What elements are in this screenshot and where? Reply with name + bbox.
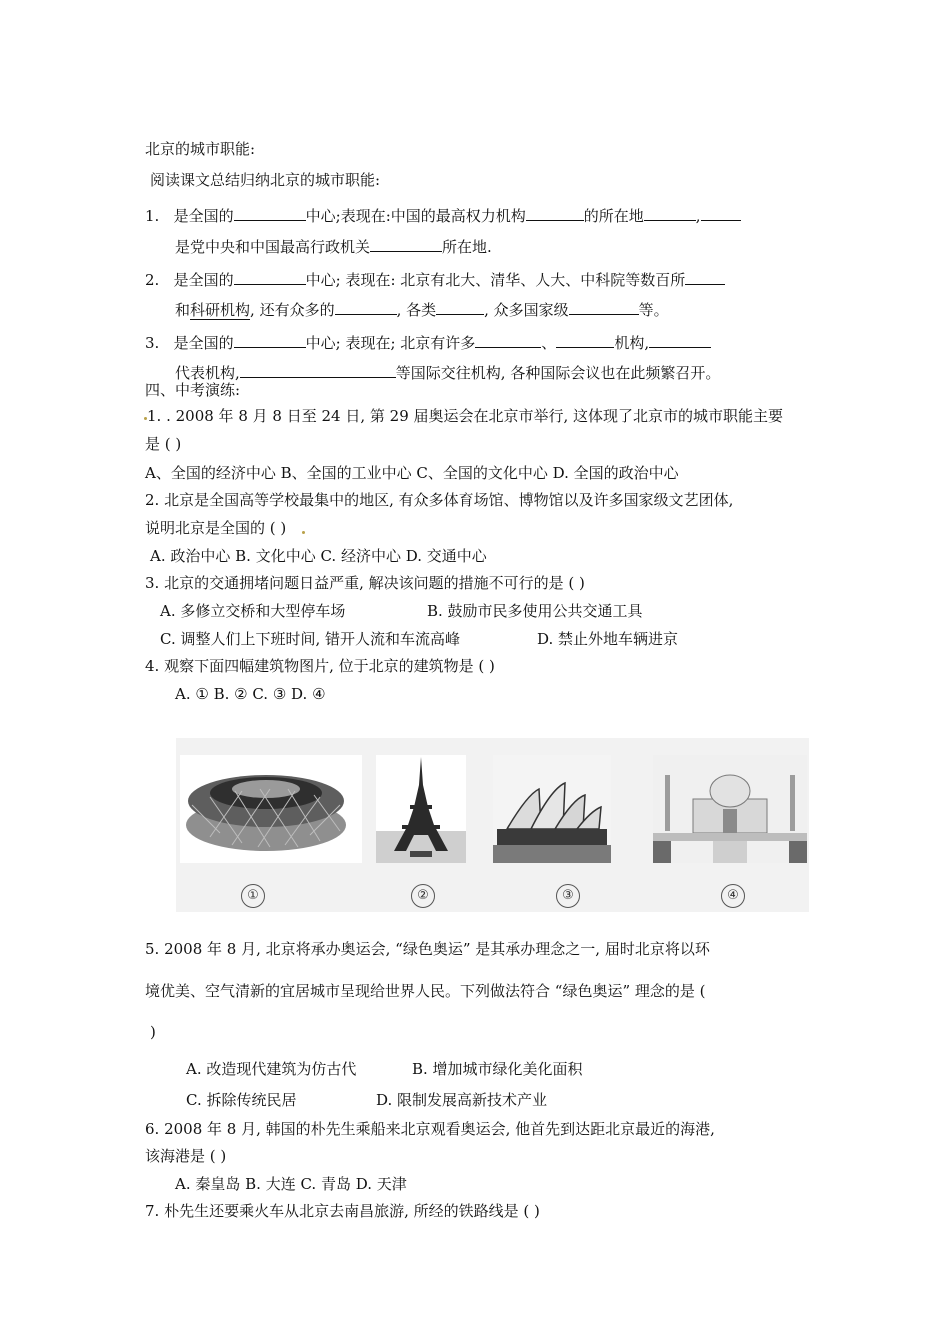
answer-blank[interactable] xyxy=(644,204,696,221)
question-1-stem: 1. . 2008 年 8 月 8 日至 24 日, 第 29 届奥运会在北京市举行, 这体现了北京市的城市职能主要 xyxy=(147,407,784,425)
question-1-options: A、全国的经济中心 B、全国的工业中心 C、全国的文化中心 D. 全国的政治中心 xyxy=(145,464,679,482)
item-text: 等。 xyxy=(638,301,669,319)
question-5-option-d: D. 限制发展高新技术产业 xyxy=(376,1091,548,1109)
question-3-option-b: B. 鼓励市民多使用公共交通工具 xyxy=(427,602,643,620)
question-3-option-d: D. 禁止外地车辆进京 xyxy=(537,630,679,648)
question-5-stem-cont: 境优美、空气清新的宜居城市呈现给世界人民。下列做法符合 “绿色奥运” 理念的是 ( xyxy=(145,982,706,1000)
item-3-line-1 xyxy=(145,331,711,353)
taj-mahal-image xyxy=(653,755,807,863)
item-text: 中心;表现在:中国的最高权力机构 xyxy=(305,207,526,225)
answer-blank[interactable] xyxy=(701,204,741,221)
question-5-option-b: B. 增加城市绿化美化面积 xyxy=(412,1060,583,1078)
item-text: , 各类 xyxy=(396,301,437,319)
answer-blank[interactable] xyxy=(436,298,484,315)
answer-blank[interactable] xyxy=(526,204,584,221)
item-text: , 还有众多的 xyxy=(250,301,335,319)
item-2-line-1 xyxy=(145,268,725,290)
heading: 北京的城市职能: xyxy=(145,140,256,158)
item-text: 是全国的 xyxy=(173,207,234,225)
item-text: 是全国的 xyxy=(173,271,234,289)
item-text: 、 xyxy=(541,334,557,352)
question-2-options: A. 政治中心 B. 文化中心 C. 经济中心 D. 交通中心 xyxy=(150,547,487,565)
answer-blank[interactable] xyxy=(649,331,711,348)
question-4-stem: 4. 观察下面四幅建筑物图片, 位于北京的建筑物是 ( ) xyxy=(145,657,495,675)
item-number: 2. xyxy=(145,271,160,289)
answer-blank[interactable] xyxy=(569,298,639,315)
question-5-stem: 5. 2008 年 8 月, 北京将承办奥运会, “绿色奥运” 是其承办理念之一, 届时北京将以环 xyxy=(145,940,710,958)
answer-blank[interactable] xyxy=(335,298,397,315)
question-3-stem: 3. 北京的交通拥堵问题日益严重, 解决该问题的措施不可行的是 ( ) xyxy=(145,574,585,592)
item-1-line-1: 1. 是全国的 中心;表现在:中国的最高权力机构 的所在地 , xyxy=(145,204,741,226)
item-1-line-2 xyxy=(175,235,492,257)
figure-label-1: ① xyxy=(241,884,265,908)
item-number: 3. xyxy=(145,334,160,352)
underlined-term: 科研机构 xyxy=(190,301,251,319)
buildings-figure xyxy=(176,738,809,912)
answer-blank[interactable] xyxy=(685,268,725,285)
item-text: 的所在地 xyxy=(583,207,644,225)
item-text: 所在地. xyxy=(442,238,492,256)
question-7-stem: 7. 朴先生还要乘火车从北京去南昌旅游, 所经的铁路线是 ( ) xyxy=(145,1202,540,1220)
answer-blank[interactable] xyxy=(240,361,396,378)
question-2-stem-cont: 说明北京是全国的 ( ) xyxy=(145,519,287,537)
question-6-stem: 6. 2008 年 8 月, 韩国的朴先生乘船来北京观看奥运会, 他首先到达距北京最近的海港, xyxy=(145,1120,715,1138)
answer-blank[interactable] xyxy=(234,268,306,285)
figure-label-2: ② xyxy=(411,884,435,908)
question-1-stem-cont: 是 ( ) xyxy=(145,435,182,453)
question-2-stem: 2. 北京是全国高等学校最集中的地区, 有众多体育场馆、博物馆以及许多国家级文艺团体, xyxy=(145,491,734,509)
answer-blank[interactable] xyxy=(234,204,306,221)
item-text: 和 xyxy=(175,301,191,319)
question-6-options: A. 秦皇岛 B. 大连 C. 青岛 D. 天津 xyxy=(175,1175,407,1193)
birds-nest-stadium-image xyxy=(180,755,362,863)
question-3-option-a: A. 多修立交桥和大型停车场 xyxy=(160,602,346,620)
item-text: 是党中央和中国最高行政机关 xyxy=(175,238,371,256)
intro-text: 阅读课文总结归纳北京的城市职能: xyxy=(150,171,381,189)
item-number: 1. xyxy=(145,207,160,225)
question-3-option-c: C. 调整人们上下班时间, 错开人流和车流高峰 xyxy=(160,630,461,648)
item-2-line-2 xyxy=(175,298,669,320)
item-text: 中心; 表现在; 北京有许多 xyxy=(305,334,476,352)
question-5-option-a: A. 改造现代建筑为仿古代 xyxy=(186,1060,357,1078)
item-3-line-2 xyxy=(175,361,720,383)
question-4-options: A. ① B. ② C. ③ D. ④ xyxy=(175,685,326,703)
answer-blank[interactable] xyxy=(234,331,306,348)
figure-label-3: ③ xyxy=(556,884,580,908)
answer-blank[interactable] xyxy=(475,331,541,348)
item-text: 代表机构, xyxy=(175,364,240,382)
question-5-stem-end: ) xyxy=(150,1023,156,1041)
section-heading: 四、中考演练: xyxy=(145,381,241,399)
answer-blank[interactable] xyxy=(556,331,614,348)
item-text: 机构, xyxy=(614,334,650,352)
question-5-option-c: C. 拆除传统民居 xyxy=(186,1091,297,1109)
figure-label-4: ④ xyxy=(721,884,745,908)
item-text: 中心; 表现在: 北京有北大、清华、人大、中科院等数百所 xyxy=(305,271,686,289)
sydney-opera-house-image xyxy=(493,755,611,863)
question-6-stem-cont: 该海港是 ( ) xyxy=(145,1147,227,1165)
eiffel-tower-image xyxy=(376,755,466,863)
stray-mark xyxy=(302,531,305,534)
item-text: 是全国的 xyxy=(173,334,234,352)
item-text: 等国际交往机构, 各种国际会议也在此频繁召开。 xyxy=(395,364,721,382)
answer-blank[interactable] xyxy=(370,235,442,252)
item-text: , 众多国家级 xyxy=(484,301,569,319)
